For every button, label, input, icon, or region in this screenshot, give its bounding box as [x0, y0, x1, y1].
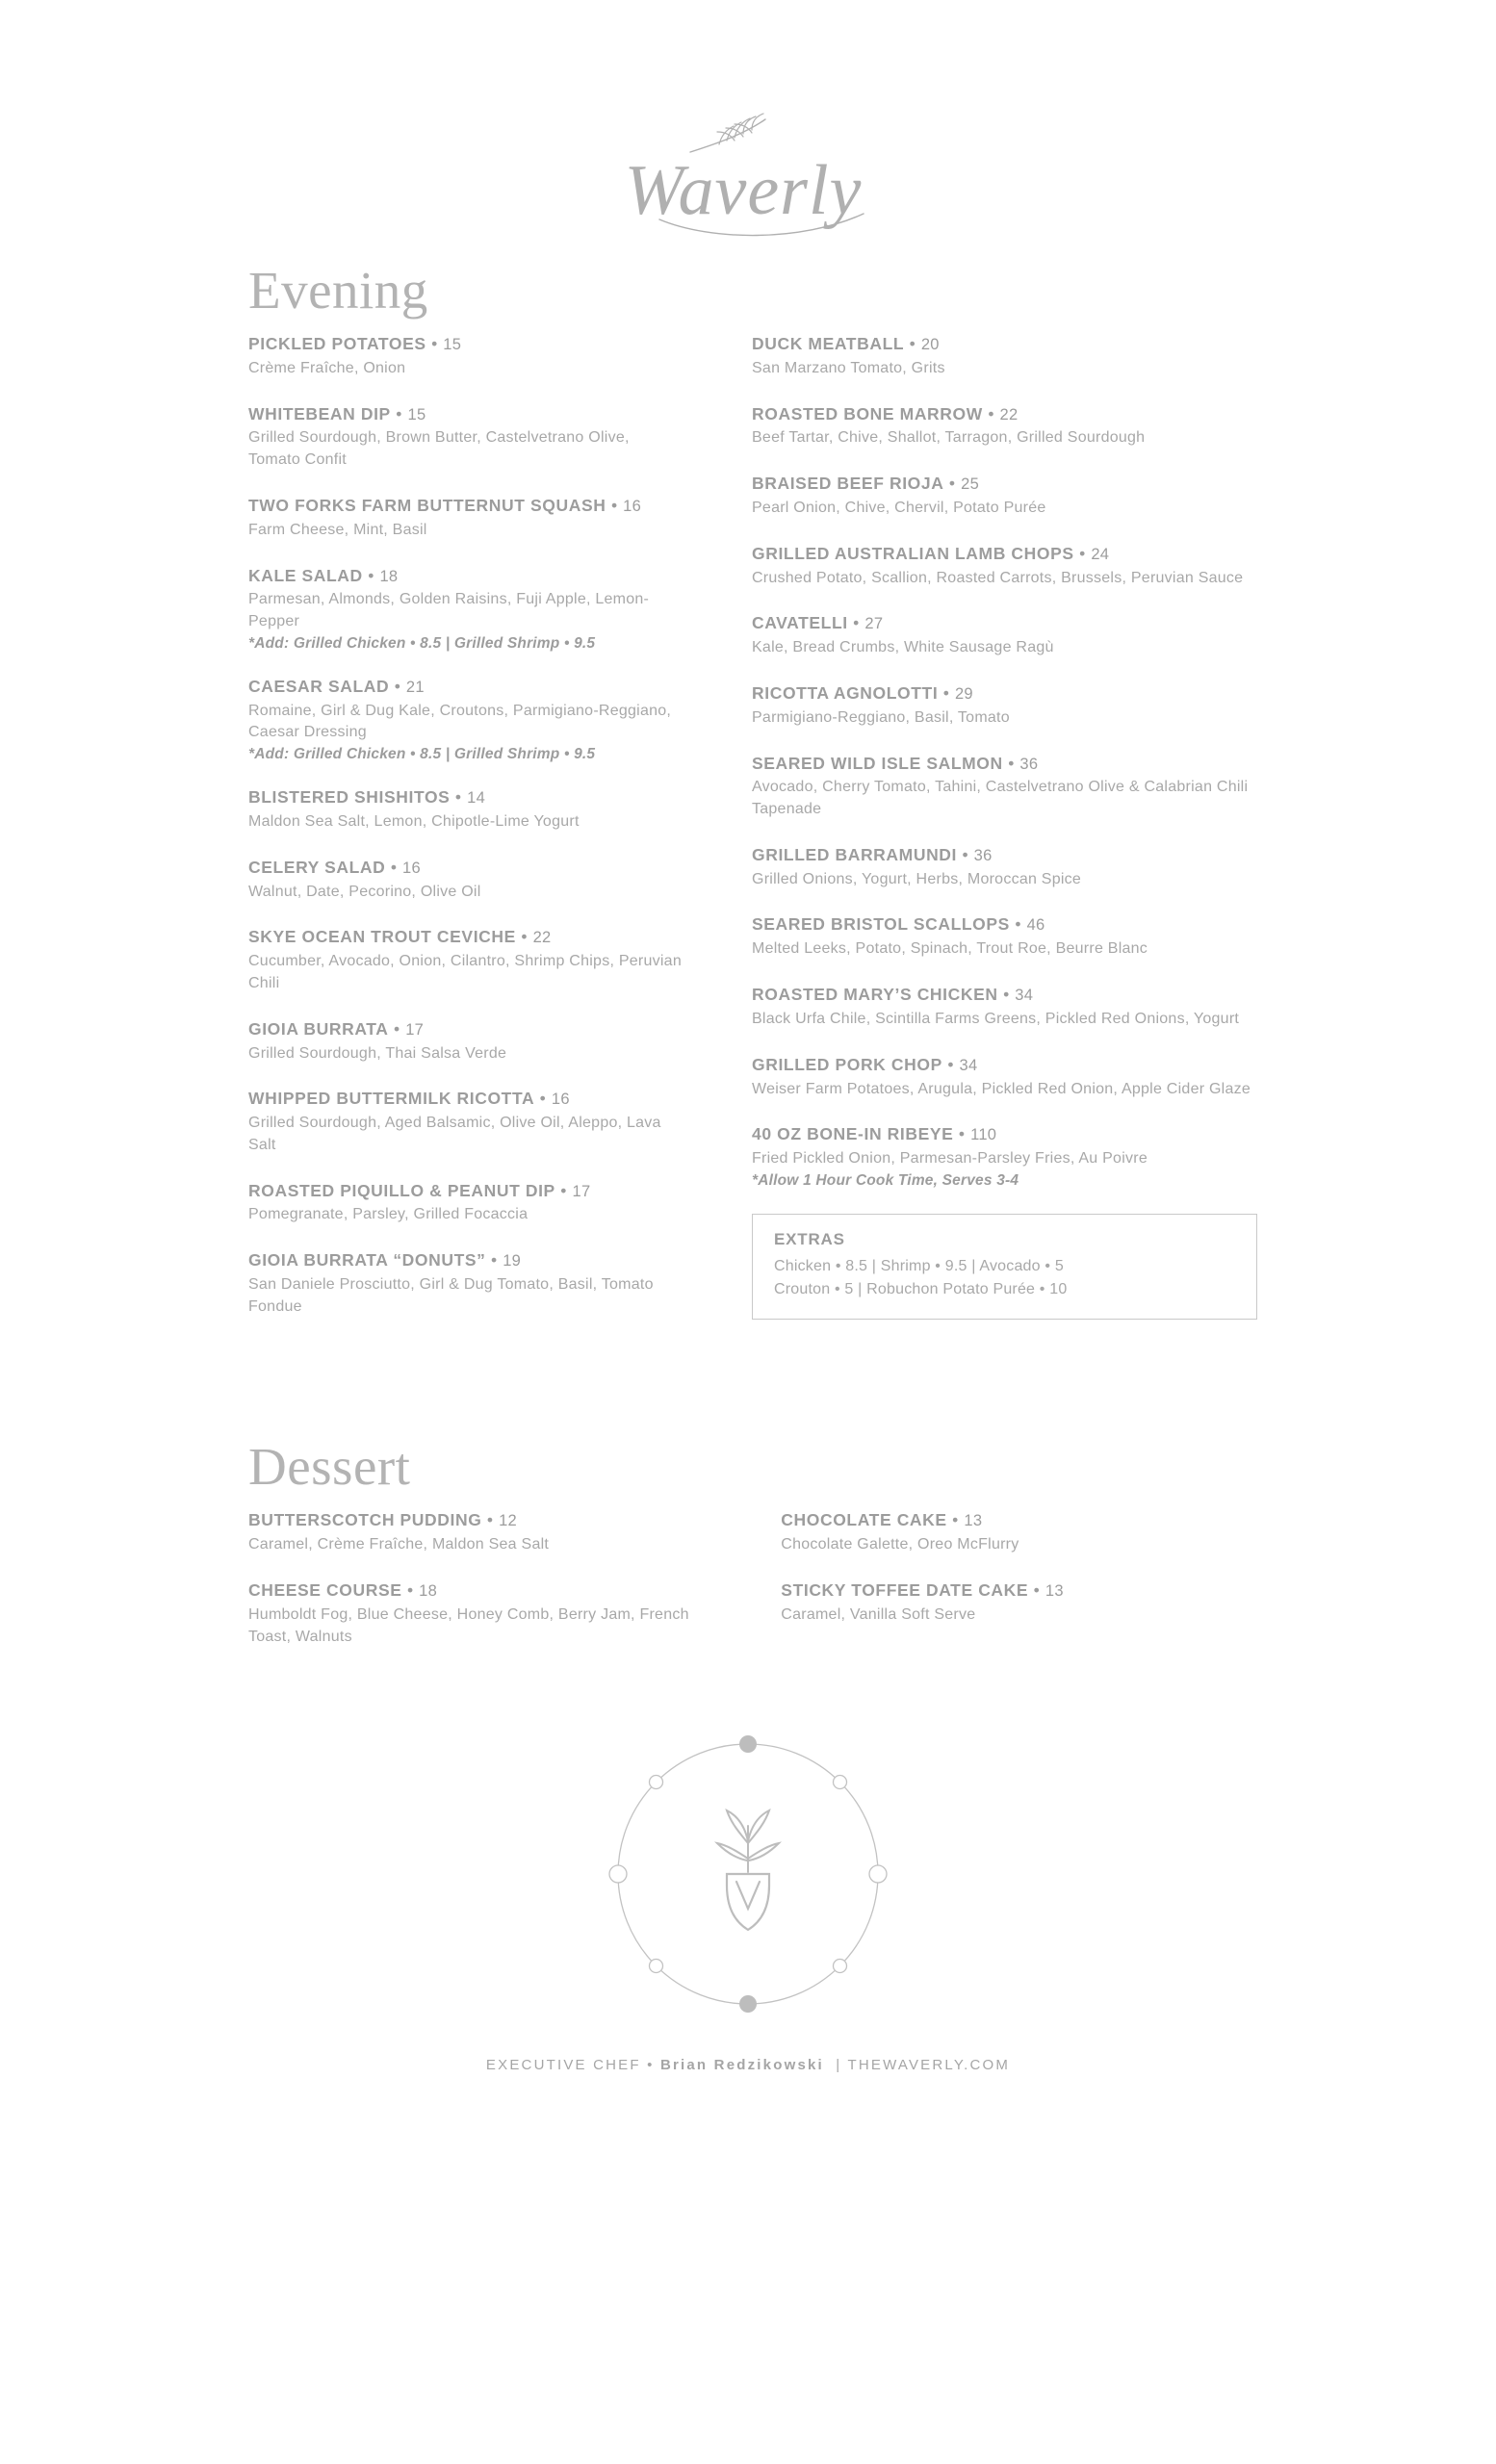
menu-item — [752, 845, 1255, 891]
menu-item — [248, 787, 684, 834]
brand-emblem — [0, 1672, 1496, 2018]
item-price: 13 — [964, 1512, 983, 1530]
item-title: ROASTED MARY’S CHICKEN • 34 — [752, 985, 1034, 1005]
item-title: PICKLED POTATOES • 15 — [248, 334, 462, 353]
item-description: Caramel, Vanilla Soft Serve — [781, 1605, 976, 1623]
item-name: GRILLED PORK CHOP — [752, 1054, 942, 1074]
footer-website[interactable]: THEWAVERLY.COM — [847, 2057, 1011, 2074]
item-price: 29 — [954, 684, 973, 703]
menu-item — [781, 1510, 1255, 1556]
menu-content — [0, 260, 1496, 1672]
item-name: TWO FORKS FARM BUTTERNUT SQUASH — [248, 495, 606, 515]
item-title: GRILLED BARRAMUNDI • 36 — [752, 844, 993, 864]
item-name: CHOCOLATE CAKE — [781, 1510, 947, 1530]
menu-item — [752, 1124, 1255, 1190]
menu-item — [248, 1019, 684, 1065]
item-title: 40 OZ BONE-IN RIBEYE • 110 — [752, 1124, 997, 1144]
brand-logo — [0, 0, 1496, 260]
item-title: BRAISED BEEF RIOJA • 25 — [752, 474, 980, 494]
item-name: CAVATELLI — [752, 613, 848, 633]
footer-divider: | — [836, 2057, 842, 2074]
item-description: Romaine, Girl & Dug Kale, Croutons, Parmigiano-Reggiano, Caesar Dressing — [248, 702, 672, 741]
menu-item — [752, 613, 1255, 659]
item-price: 22 — [532, 929, 552, 947]
item-title: CHEESE COURSE • 18 — [248, 1580, 438, 1601]
item-description: San Marzano Tomato, Grits — [752, 359, 945, 376]
extras-line: Chicken • 8.5 | Shrimp • 9.5 | Avocado • 5 — [774, 1257, 1064, 1274]
item-name: WHITEBEAN DIP — [248, 403, 391, 424]
item-price: 36 — [1019, 755, 1039, 773]
menu-item — [752, 1055, 1255, 1101]
item-note: *Add: Grilled Chicken • 8.5 | Grilled Shrimp • 9.5 — [248, 634, 596, 652]
item-price: 25 — [961, 475, 980, 494]
item-name: 40 OZ BONE-IN RIBEYE — [752, 1124, 954, 1144]
item-note: *Add: Grilled Chicken • 8.5 | Grilled Shrimp • 9.5 — [248, 746, 596, 763]
menu-item — [248, 496, 684, 542]
item-name: WHIPPED BUTTERMILK RICOTTA — [248, 1089, 535, 1109]
item-description: Pomegranate, Parsley, Grilled Focaccia — [248, 1206, 529, 1223]
item-price: 46 — [1026, 916, 1045, 935]
item-title: BLISTERED SHISHITOS • 14 — [248, 787, 486, 808]
section-dessert — [248, 1342, 1255, 1672]
item-price: 16 — [551, 1091, 570, 1109]
item-name: ROASTED PIQUILLO & PEANUT DIP — [248, 1180, 555, 1200]
item-name: GRILLED BARRAMUNDI — [752, 844, 958, 864]
item-price: 19 — [503, 1252, 522, 1270]
item-name: CHEESE COURSE — [248, 1580, 402, 1601]
item-name: GIOIA BURRATA — [248, 1018, 389, 1039]
item-description: Grilled Sourdough, Brown Butter, Castelvetrano Olive, Tomato Confit — [248, 429, 630, 469]
section-heading-dessert: Dessert — [248, 1437, 411, 1497]
item-price: 18 — [419, 1582, 438, 1601]
item-price: 36 — [973, 846, 993, 864]
item-price: 15 — [443, 336, 462, 353]
item-price: 24 — [1091, 545, 1110, 563]
item-title: DUCK MEATBALL • 20 — [752, 334, 940, 353]
item-price: 17 — [405, 1020, 425, 1039]
item-name: BUTTERSCOTCH PUDDING — [248, 1510, 482, 1530]
menu-item — [752, 754, 1255, 821]
item-price: 110 — [970, 1126, 997, 1144]
footer-chef-name: Brian Redzikowski — [659, 2057, 824, 2074]
dessert-column-right — [781, 1510, 1255, 1672]
waverly-circle-emblem-icon — [604, 1730, 892, 2018]
evening-column-left — [248, 334, 694, 1342]
waverly-wordmark-icon — [546, 106, 950, 260]
item-description: Weiser Farm Potatoes, Arugula, Pickled Red Onion, Apple Cider Glaze — [752, 1080, 1251, 1097]
item-name: GRILLED AUSTRALIAN LAMB CHOPS — [752, 543, 1074, 563]
item-title: ROASTED PIQUILLO & PEANUT DIP • 17 — [248, 1180, 591, 1200]
item-name: BLISTERED SHISHITOS — [248, 787, 451, 808]
svg-text:Waverly: Waverly — [624, 151, 863, 230]
item-name: CELERY SALAD — [248, 857, 386, 877]
item-name: ROASTED MARY’S CHICKEN — [752, 985, 998, 1005]
menu-item — [781, 1580, 1255, 1627]
item-title: BUTTERSCOTCH PUDDING • 12 — [248, 1510, 518, 1530]
menu-item — [248, 1250, 684, 1318]
dessert-column-left — [248, 1510, 723, 1672]
menu-item — [752, 914, 1255, 961]
item-title: GRILLED AUSTRALIAN LAMB CHOPS • 24 — [752, 543, 1110, 563]
item-description: Parmigiano-Reggiano, Basil, Tomato — [752, 708, 1010, 726]
evening-columns — [248, 334, 1255, 1342]
item-title: ROASTED BONE MARROW • 22 — [752, 403, 1019, 424]
item-title: GIOIA BURRATA “DONUTS” • 19 — [248, 1250, 522, 1270]
menu-item — [248, 677, 684, 763]
item-price: 27 — [864, 615, 884, 633]
item-description: Maldon Sea Salt, Lemon, Chipotle-Lime Yogurt — [248, 813, 580, 830]
item-name: KALE SALAD — [248, 565, 363, 585]
item-description: Beef Tartar, Chive, Shallot, Tarragon, Grilled Sourdough — [752, 429, 1146, 447]
item-title: CHOCOLATE CAKE • 13 — [781, 1510, 983, 1530]
item-title: SEARED BRISTOL SCALLOPS • 46 — [752, 914, 1045, 935]
item-price: 12 — [499, 1512, 518, 1530]
item-description: Grilled Sourdough, Thai Salsa Verde — [248, 1044, 507, 1062]
item-title: WHIPPED BUTTERMILK RICOTTA • 16 — [248, 1089, 570, 1109]
item-description: Crème Fraîche, Onion — [248, 359, 406, 376]
item-description: Farm Cheese, Mint, Basil — [248, 521, 427, 538]
dessert-columns — [248, 1510, 1255, 1672]
item-title: CAESAR SALAD • 21 — [248, 676, 425, 696]
item-title: STICKY TOFFEE DATE CAKE • 13 — [781, 1580, 1064, 1601]
item-price: 34 — [1015, 987, 1034, 1005]
item-name: SEARED WILD ISLE SALMON — [752, 753, 1003, 773]
item-description: Kale, Bread Crumbs, White Sausage Ragù — [752, 639, 1054, 656]
menu-item — [752, 544, 1255, 590]
item-name: BRAISED BEEF RIOJA — [752, 474, 944, 494]
footer — [0, 2018, 1496, 2102]
menu-item — [248, 404, 684, 472]
menu-item — [752, 334, 1255, 380]
item-description: Melted Leeks, Potato, Spinach, Trout Roe, Beurre Blanc — [752, 940, 1148, 958]
item-title: RICOTTA AGNOLOTTI • 29 — [752, 682, 973, 703]
menu-item — [248, 927, 684, 994]
item-name: PICKLED POTATOES — [248, 334, 426, 353]
menu-item — [248, 1181, 684, 1227]
item-note: *Allow 1 Hour Cook Time, Serves 3-4 — [752, 1171, 1019, 1189]
item-description: Parmesan, Almonds, Golden Raisins, Fuji Apple, Lemon-Pepper — [248, 591, 650, 630]
evening-column-right — [752, 334, 1255, 1342]
item-name: RICOTTA AGNOLOTTI — [752, 682, 939, 703]
section-heading-evening: Evening — [248, 261, 428, 320]
item-price: 14 — [467, 789, 486, 808]
item-price: 22 — [999, 405, 1019, 424]
menu-item — [248, 858, 684, 904]
footer-bullet: • — [647, 2057, 655, 2074]
menu-item — [752, 683, 1255, 730]
item-description: Chocolate Galette, Oreo McFlurry — [781, 1536, 1019, 1553]
item-description: Avocado, Cherry Tomato, Tahini, Castelvetrano Olive & Calabrian Chili Tapenade — [752, 779, 1249, 818]
menu-item — [752, 404, 1255, 450]
menu-item — [248, 334, 684, 380]
item-description: Grilled Onions, Yogurt, Herbs, Moroccan Spice — [752, 870, 1082, 887]
menu-item — [752, 985, 1255, 1031]
item-description: Black Urfa Chile, Scintilla Farms Greens, Pickled Red Onions, Yogurt — [752, 1010, 1240, 1027]
item-description: Humboldt Fog, Blue Cheese, Honey Comb, Berry Jam, French Toast, Walnuts — [248, 1605, 689, 1645]
item-name: GIOIA BURRATA “DONUTS” — [248, 1250, 486, 1270]
item-title: SEARED WILD ISLE SALMON • 36 — [752, 753, 1039, 773]
footer-chef-label: EXECUTIVE CHEF — [485, 2057, 641, 2074]
extras-title: EXTRAS — [774, 1229, 845, 1248]
item-price: 34 — [959, 1056, 978, 1074]
item-price: 13 — [1045, 1582, 1064, 1601]
menu-item — [248, 1510, 713, 1556]
item-description: San Daniele Prosciutto, Girl & Dug Tomato, Basil, Tomato Fondue — [248, 1276, 654, 1315]
item-title: WHITEBEAN DIP • 15 — [248, 403, 426, 424]
item-name: SKYE OCEAN TROUT CEVICHE — [248, 927, 516, 947]
item-name: CAESAR SALAD — [248, 676, 390, 696]
extras-line: Crouton • 5 | Robuchon Potato Purée • 10 — [774, 1280, 1068, 1297]
item-price: 17 — [572, 1182, 591, 1200]
item-title: CAVATELLI • 27 — [752, 613, 884, 633]
item-title: CELERY SALAD • 16 — [248, 857, 421, 877]
item-title: GRILLED PORK CHOP • 34 — [752, 1054, 978, 1074]
menu-item — [248, 566, 684, 653]
menu-item — [248, 1580, 713, 1648]
section-evening — [248, 260, 1255, 1342]
item-price: 16 — [623, 497, 642, 515]
item-price: 18 — [379, 567, 399, 585]
item-name: SEARED BRISTOL SCALLOPS — [752, 914, 1010, 935]
item-price: 16 — [402, 859, 421, 877]
item-price: 21 — [405, 678, 425, 696]
item-description: Grilled Sourdough, Aged Balsamic, Olive Oil, Aleppo, Lava Salt — [248, 1115, 661, 1153]
item-description: Caramel, Crème Fraîche, Maldon Sea Salt — [248, 1536, 550, 1553]
menu-item — [248, 1089, 684, 1156]
item-description: Cucumber, Avocado, Onion, Cilantro, Shrimp Chips, Peruvian Chili — [248, 953, 682, 991]
item-description: Pearl Onion, Chive, Chervil, Potato Purée — [752, 500, 1046, 517]
item-description: Walnut, Date, Pecorino, Olive Oil — [248, 883, 481, 900]
item-title: GIOIA BURRATA • 17 — [248, 1018, 425, 1039]
item-name: DUCK MEATBALL — [752, 334, 905, 353]
item-description: Fried Pickled Onion, Parmesan-Parsley Fries, Au Poivre — [752, 1150, 1148, 1168]
item-name: ROASTED BONE MARROW — [752, 403, 983, 424]
item-title: SKYE OCEAN TROUT CEVICHE • 22 — [248, 927, 552, 947]
item-title: TWO FORKS FARM BUTTERNUT SQUASH • 16 — [248, 495, 642, 515]
item-title: KALE SALAD • 18 — [248, 565, 399, 585]
item-name: STICKY TOFFEE DATE CAKE — [781, 1580, 1029, 1601]
extras-box — [752, 1214, 1257, 1320]
item-price: 15 — [407, 405, 426, 424]
item-price: 20 — [920, 336, 940, 353]
menu-item — [752, 474, 1255, 520]
item-description: Crushed Potato, Scallion, Roasted Carrots, Brussels, Peruvian Sauce — [752, 569, 1244, 586]
